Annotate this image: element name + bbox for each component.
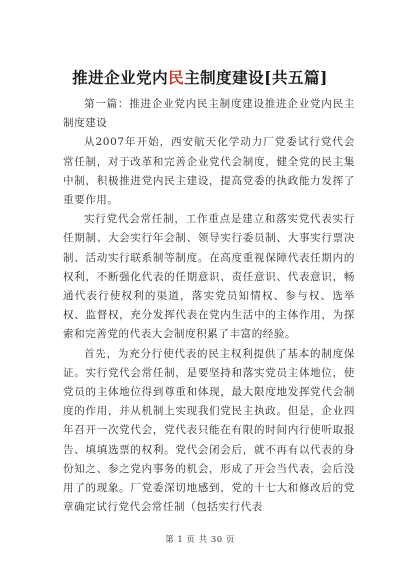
document-title (0, 66, 400, 88)
section-heading: 第一篇：推进企业党内民主制度建设推进企业党内民主制度建设 (63, 98, 355, 130)
title-highlight: 民 (168, 68, 185, 87)
title-suffix: 主制度建设[共五篇] (184, 68, 328, 87)
page-footer: 第 1 页 共 30 页 (165, 535, 235, 545)
paragraph: 首先，为充分行使代表的民主权利提供了基本的制度保证。实行党代会常任制，是要坚持和落实党员主体地位，使党员的主体地位得到尊重和体现，最大限度地发挥党代会制度的作用，并从机制上实现我们党民主执政。但是，企业四年召开一次党代会，党代表只能在有限的时间内行使听取报告、填填选票的权利。党代会闭会后，就不再有以代表的身份知之、参之党内事务的机会，形成了开会当代表，会后没用了的现象。厂党委深切地感到，党的十七大和修改后的党章确定试行党代会常任制（包括实行代表 (63, 347, 355, 514)
title-prefix: 推进企业党内 (72, 68, 169, 87)
paragraph: 实行党代会常任制，工作重点是建立和落实党代表实行任期制、大会实行年会制、领导实行委员制、大事实行票决制、活动实行联系制等制度。在高度重视保障代表任期内的权利，不断强化代表的任期意识、责任意识、代表意识，畅通代表行使权利的渠道，落实党员知情权、参与权、选举权、监督权，充分发挥代表在党内生活中的主体作用，为探索和完善党的代表大会制度积累了丰富的经验。 (63, 213, 355, 341)
document-body (63, 95, 355, 517)
paragraph: 从2007年开始，西安航天化学动力厂党委试行党代会常任制，对于改革和完善企业党代会制度，健全党的民主集中制，积极推进党内民主建设，提高党委的执政能力发挥了重要作用。 (63, 136, 355, 207)
